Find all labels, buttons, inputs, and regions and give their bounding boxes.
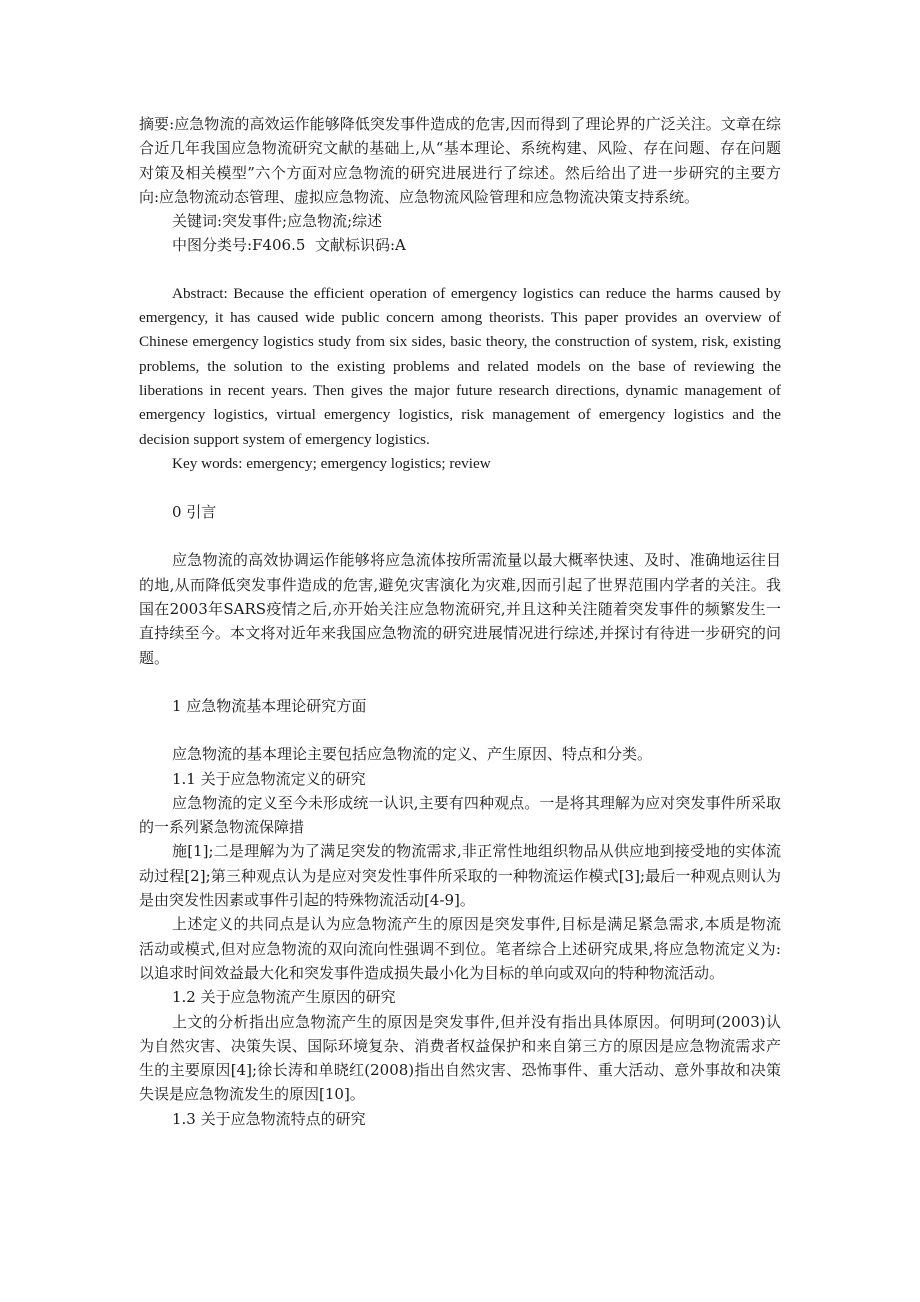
- spacer: [139, 524, 781, 548]
- subsection-1-2-heading: 1.2 关于应急物流产生原因的研究: [172, 988, 396, 1007]
- spacer: [139, 670, 781, 694]
- subsection-1-1-paragraph-3: 上述定义的共同点是认为应急物流产生的原因是突发事件,目标是满足紧急需求,本质是物流活动或模式,但对应急物流的双向流向性强调不到位。笔者综合上述研究成果,将应急物流定义为:以追求时间效益最大化和突发事件造成损失最小化为目标的单向或双向的特种物流活动。: [139, 915, 781, 982]
- subsection-1-1-paragraph-2: 施[1];二是理解为为了满足突发的物流需求,非正常性地组织物品从供应地到接受地的实体流动过程[2];第三种观点认为是应对突发性事件所采取的一种物流运作模式[3];最后一种观点则认为是由突发性因素或事件引起的特殊物流活动[4-9]。: [139, 842, 781, 910]
- abstract-cn: 摘要:应急物流的高效运作能够降低突发事件造成的危害,因而得到了理论界的广泛关注。文章在综合近几年我国应急物流研究文献的基础上,从“基本理论、系统构建、风险、存在问题、存在问题对策及相关模型”六个方面对应急物流的研究进展进行了综述。然后给出了进一步研究的主要方向:应急物流动态管理、虚拟应急物流、应急物流风险管理和应急物流决策支持系统。: [139, 115, 781, 206]
- keywords-cn: 关键词:突发事件;应急物流;综述: [172, 212, 383, 231]
- document-body: [139, 112, 781, 1131]
- subsection-1-1-paragraph-1: 应急物流的定义至今未形成统一认识,主要有四种观点。一是将其理解为应对突发事件所采取的一系列紧急物流保障措: [139, 793, 781, 837]
- spacer: [139, 476, 781, 500]
- spacer: [139, 718, 781, 742]
- subsection-1-3-heading: 1.3 关于应急物流特点的研究: [172, 1109, 366, 1128]
- section-1-heading: 1 应急物流基本理论研究方面: [172, 696, 367, 715]
- section-0-heading: 0 引言: [172, 503, 217, 522]
- subsection-1-2-paragraph: 上文的分析指出应急物流产生的原因是突发事件,但并没有指出具体原因。何明珂(2003)认为自然灾害、决策失误、国际环境复杂、消费者权益保护和来自第三方的原因是应急物流需求产生的主要原因[4];徐长涛和单晓红(2008)指出自然灾害、恐怖事件、重大活动、意外事故和决策失误是应急物流发生的原因[10]。: [139, 1012, 781, 1104]
- section-0-paragraph: 应急物流的高效协调运作能够将应急流体按所需流量以最大概率快速、及时、准确地运往目的地,从而降低突发事件造成的危害,避免灾害演化为灾难,因而引起了世界范围内学者的关注。我国在2003年SARS疫情之后,亦开始关注应急物流研究,并且这种关注随着突发事件的频繁发生一直持续至今。本文将对近年来我国应急物流的研究进展情况进行综述,并探讨有待进一步研究的问题。: [139, 551, 781, 667]
- section-1-intro: 应急物流的基本理论主要包括应急物流的定义、产生原因、特点和分类。: [172, 745, 653, 764]
- keywords-en: Key words: emergency; emergency logistics; review: [172, 454, 491, 472]
- classification-line: 中图分类号:F406.5 文献标识码:A: [172, 236, 406, 255]
- abstract-en: Abstract: Because the efficient operation of emergency logistics can reduce the harms caused by emergency, it has caused wide public concern among theorists. This paper provides an overview of Chinese emergency logistics study from six sides, basic theory, the construction of system, risk, existing problems, the solution to the existing problems and related models on the base of reviewing the liberations in recent years. Then gives the major future research directions, dynamic management of emergency logistics, virtual emergency logistics, risk management of emergency logistics and the decision support system of emergency logistics.: [139, 284, 781, 448]
- subsection-1-1-heading: 1.1 关于应急物流定义的研究: [172, 769, 366, 788]
- spacer: [139, 258, 781, 282]
